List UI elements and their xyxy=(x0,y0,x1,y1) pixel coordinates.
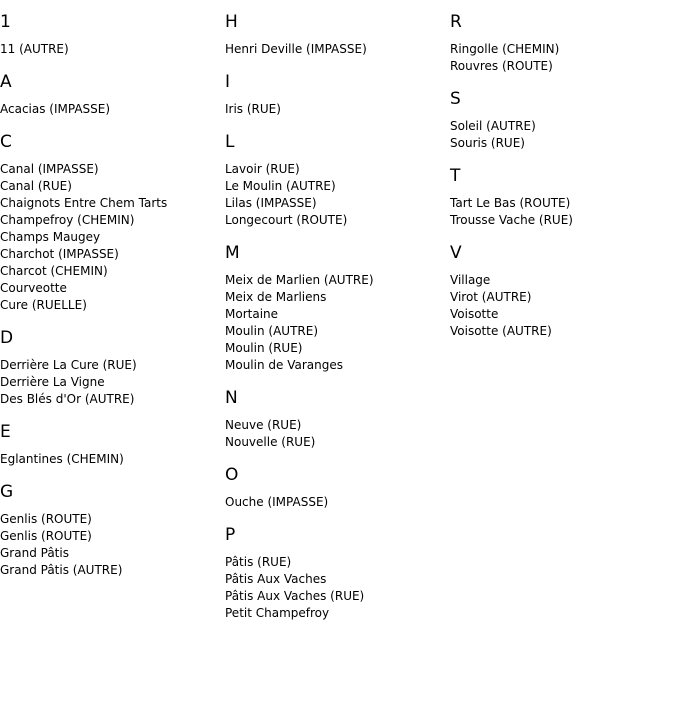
letter-section xyxy=(0,481,225,579)
section-letter-heading: A xyxy=(0,72,13,92)
section-letter-heading: V xyxy=(450,243,463,263)
street-link[interactable]: Lilas (IMPASSE) xyxy=(225,196,317,210)
street-link[interactable]: Champs Maugey xyxy=(0,230,101,244)
section-letter-heading: S xyxy=(450,89,462,109)
street-link[interactable]: Acacias (IMPASSE) xyxy=(0,102,111,116)
section-letter-heading: 1 xyxy=(0,12,12,32)
street-link[interactable]: Lavoir (RUE) xyxy=(225,162,300,176)
section-letter-heading: E xyxy=(0,422,12,442)
letter-section xyxy=(0,421,225,468)
index-column xyxy=(0,11,225,592)
section-letter-heading: O xyxy=(225,465,239,485)
section-letter-heading: N xyxy=(225,388,239,408)
letter-section xyxy=(450,11,675,75)
street-link[interactable]: Ringolle (CHEMIN) xyxy=(450,42,560,56)
street-link[interactable]: Tart Le Bas (ROUTE) xyxy=(450,196,571,210)
street-link[interactable]: Longecourt (ROUTE) xyxy=(225,213,348,227)
street-link[interactable]: Petit Champefroy xyxy=(225,606,330,620)
section-letter-heading: G xyxy=(0,482,14,502)
street-link[interactable]: Virot (AUTRE) xyxy=(450,290,532,304)
letter-section xyxy=(450,242,675,340)
street-link[interactable]: Chaignots Entre Chem Tarts xyxy=(0,196,168,210)
section-letter-heading: T xyxy=(450,166,461,186)
letter-section xyxy=(0,131,225,314)
section-letter-heading: P xyxy=(225,525,236,545)
street-link[interactable]: Voisotte xyxy=(450,307,499,321)
street-link[interactable]: Ouche (IMPASSE) xyxy=(225,495,329,509)
street-link[interactable]: Moulin (AUTRE) xyxy=(225,324,318,338)
section-letter-heading: D xyxy=(0,328,14,348)
street-link[interactable]: Genlis (ROUTE) xyxy=(0,529,92,543)
letter-section xyxy=(225,71,450,118)
letter-section xyxy=(225,524,450,622)
section-letter-heading: M xyxy=(225,243,241,263)
street-link[interactable]: Trousse Vache (RUE) xyxy=(450,213,573,227)
letter-section xyxy=(225,242,450,374)
letter-section xyxy=(0,11,225,58)
street-link[interactable]: Nouvelle (RUE) xyxy=(225,435,316,449)
street-link[interactable]: Charcot (CHEMIN) xyxy=(0,264,108,278)
letter-section xyxy=(0,327,225,408)
street-link[interactable]: Pâtis Aux Vaches (RUE) xyxy=(225,589,365,603)
street-link[interactable]: Des Blés d'Or (AUTRE) xyxy=(0,392,135,406)
street-link[interactable]: Mortaine xyxy=(225,307,279,321)
street-link[interactable]: Souris (RUE) xyxy=(450,136,525,150)
street-link[interactable]: Grand Pâtis (AUTRE) xyxy=(0,563,123,577)
street-link[interactable]: Le Moulin (AUTRE) xyxy=(225,179,336,193)
street-link[interactable]: Moulin (RUE) xyxy=(225,341,303,355)
street-link[interactable]: Champefroy (CHEMIN) xyxy=(0,213,135,227)
section-letter-heading: I xyxy=(225,72,231,92)
letter-section xyxy=(225,464,450,511)
street-link[interactable]: Village xyxy=(450,273,491,287)
street-link[interactable]: Canal (IMPASSE) xyxy=(0,162,99,176)
street-link[interactable]: Genlis (ROUTE) xyxy=(0,512,92,526)
index-column xyxy=(450,11,675,353)
letter-section xyxy=(225,11,450,58)
street-link[interactable]: Moulin de Varanges xyxy=(225,358,343,372)
section-letter-heading: H xyxy=(225,12,239,32)
street-link[interactable]: Meix de Marliens xyxy=(225,290,327,304)
street-link[interactable]: Derrière La Vigne xyxy=(0,375,105,389)
street-link[interactable]: Neuve (RUE) xyxy=(225,418,302,432)
section-letter-heading: C xyxy=(0,132,13,152)
section-letter-heading: R xyxy=(450,12,463,32)
street-link[interactable]: Derrière La Cure (RUE) xyxy=(0,358,137,372)
street-link[interactable]: Pâtis (RUE) xyxy=(225,555,292,569)
letter-section xyxy=(450,88,675,152)
street-link[interactable]: Cure (RUELLE) xyxy=(0,298,87,312)
letter-section xyxy=(450,165,675,229)
street-link[interactable]: Soleil (AUTRE) xyxy=(450,119,536,133)
street-link[interactable]: Canal (RUE) xyxy=(0,179,72,193)
street-link[interactable]: Pâtis Aux Vaches xyxy=(225,572,327,586)
street-link[interactable]: Rouvres (ROUTE) xyxy=(450,59,553,73)
street-link[interactable]: Eglantines (CHEMIN) xyxy=(0,452,124,466)
street-link[interactable]: Charchot (IMPASSE) xyxy=(0,247,119,261)
index-column xyxy=(225,11,450,635)
section-letter-heading: L xyxy=(225,132,235,152)
street-link[interactable]: Courveotte xyxy=(0,281,67,295)
street-link[interactable]: Iris (RUE) xyxy=(225,102,281,116)
street-link[interactable]: 11 (AUTRE) xyxy=(0,42,69,56)
street-link[interactable]: Voisotte (AUTRE) xyxy=(450,324,552,338)
letter-section xyxy=(225,387,450,451)
street-link[interactable]: Meix de Marlien (AUTRE) xyxy=(225,273,374,287)
letter-section xyxy=(0,71,225,118)
letter-section xyxy=(225,131,450,229)
street-link[interactable]: Grand Pâtis xyxy=(0,546,69,560)
street-link[interactable]: Henri Deville (IMPASSE) xyxy=(225,42,367,56)
